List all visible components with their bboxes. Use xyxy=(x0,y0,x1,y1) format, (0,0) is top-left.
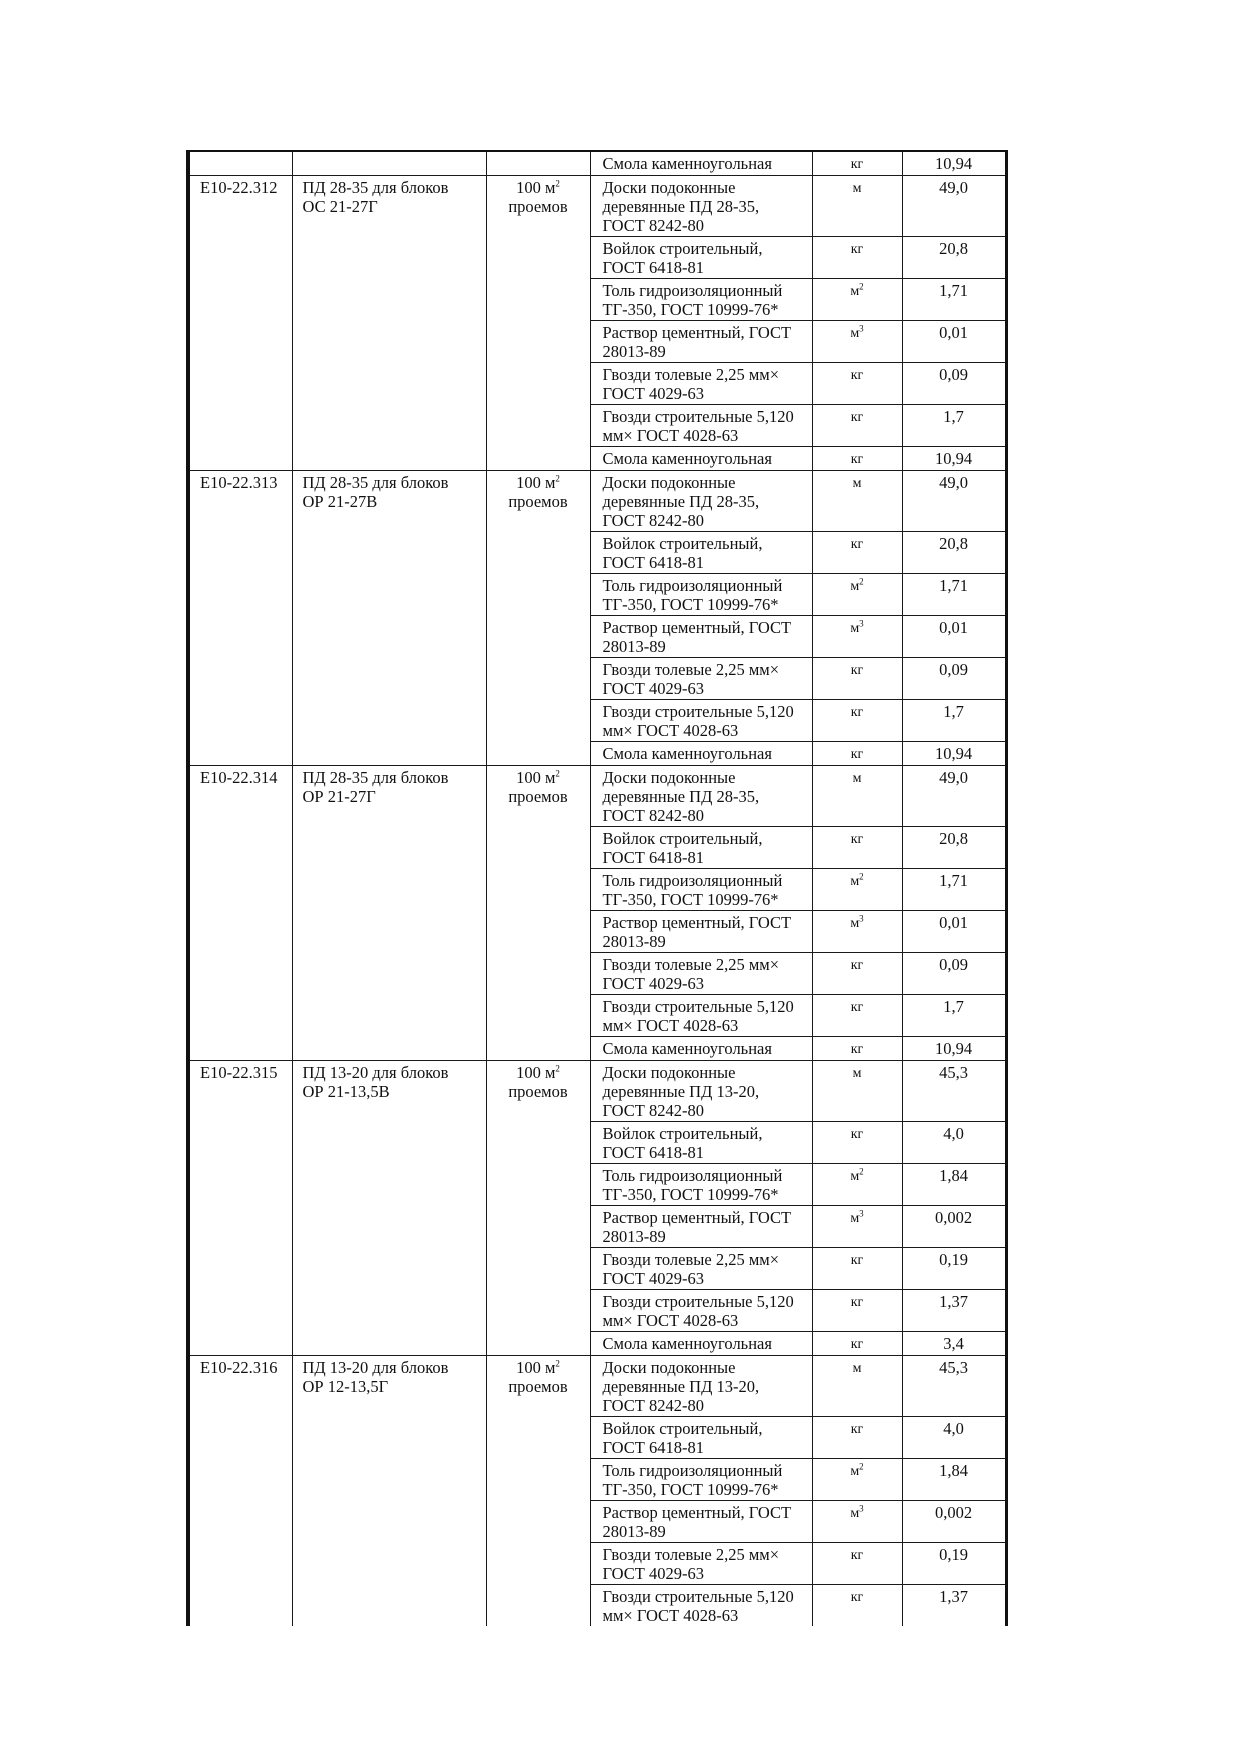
material-cell: Раствор цементный, ГОСТ 28013-89 xyxy=(590,1206,812,1248)
unit-label: м xyxy=(852,181,862,196)
material-cell: Войлок строительный, ГОСТ 6418-81 xyxy=(590,237,812,279)
measure-exponent: 2 xyxy=(555,1358,560,1369)
material-cell: Толь гидроизоляционный ТГ-350, ГОСТ 10999-76* xyxy=(590,279,812,321)
material-cell: Раствор цементный, ГОСТ 28013-89 xyxy=(590,616,812,658)
unit-cell xyxy=(812,405,902,447)
norm-name: ПД 28-35 для блоков ОР 21-27Г xyxy=(292,766,486,1061)
unit-cell xyxy=(812,911,902,953)
quantity-cell: 45,3 xyxy=(902,1061,1006,1122)
table-row xyxy=(188,1061,1006,1122)
unit-cell xyxy=(812,1459,902,1501)
quantity-cell: 1,7 xyxy=(902,995,1006,1037)
material-cell: Гвозди строительные 5,120 мм× ГОСТ 4028-63 xyxy=(590,995,812,1037)
quantity-cell: 1,7 xyxy=(902,405,1006,447)
quantity-cell: 49,0 xyxy=(902,176,1006,237)
unit-exponent: 3 xyxy=(859,618,864,629)
unit-label: м xyxy=(852,771,862,786)
unit-label: м xyxy=(852,1361,862,1376)
unit-cell xyxy=(812,953,902,995)
material-cell: Толь гидроизоляционный ТГ-350, ГОСТ 10999-76* xyxy=(590,1164,812,1206)
unit-exponent: 3 xyxy=(859,913,864,924)
quantity-cell: 0,19 xyxy=(902,1248,1006,1290)
quantity-cell: 1,37 xyxy=(902,1290,1006,1332)
unit-cell xyxy=(812,742,902,766)
unit-exponent: 2 xyxy=(859,281,864,292)
unit-cell xyxy=(812,1061,902,1122)
unit-label: кг xyxy=(850,368,864,383)
material-cell: Гвозди строительные 5,120 мм× ГОСТ 4028-63 xyxy=(590,1585,812,1627)
measure-value: 100 м xyxy=(516,1063,556,1082)
unit-cell xyxy=(812,1332,902,1356)
unit-label: кг xyxy=(850,242,864,257)
material-cell: Смола каменноугольная xyxy=(590,742,812,766)
unit-cell xyxy=(812,447,902,471)
measure-unit: проемов xyxy=(508,787,568,806)
measure-exponent: 2 xyxy=(555,768,560,779)
material-cell: Гвозди строительные 5,120 мм× ГОСТ 4028-63 xyxy=(590,1290,812,1332)
norm-measure xyxy=(486,176,590,471)
unit-cell xyxy=(812,1037,902,1061)
material-cell: Доски подоконные деревянные ПД 13-20, ГОСТ 8242-80 xyxy=(590,1061,812,1122)
unit-label: кг xyxy=(850,1000,864,1015)
norm-code: Е10-22.312 xyxy=(188,176,292,471)
measure-cell-empty xyxy=(486,151,590,176)
unit-cell xyxy=(812,1206,902,1248)
table-row xyxy=(188,1356,1006,1417)
norm-measure xyxy=(486,1061,590,1356)
material-cell: Гвозди толевые 2,25 мм× ГОСТ 4029-63 xyxy=(590,1543,812,1585)
material-cell: Гвозди толевые 2,25 мм× ГОСТ 4029-63 xyxy=(590,953,812,995)
unit-cell xyxy=(812,363,902,405)
unit-label: м xyxy=(852,476,862,491)
measure-unit: проемов xyxy=(508,492,568,511)
quantity-cell: 20,8 xyxy=(902,827,1006,869)
material-cell: Доски подоконные деревянные ПД 28-35, ГОСТ 8242-80 xyxy=(590,471,812,532)
table-body xyxy=(188,151,1006,1626)
unit-cell xyxy=(812,1356,902,1417)
material-cell: Войлок строительный, ГОСТ 6418-81 xyxy=(590,827,812,869)
unit-cell xyxy=(812,1164,902,1206)
quantity-cell: 1,84 xyxy=(902,1459,1006,1501)
material-cell: Гвозди толевые 2,25 мм× ГОСТ 4029-63 xyxy=(590,363,812,405)
material-cell: Войлок строительный, ГОСТ 6418-81 xyxy=(590,532,812,574)
unit-label: кг xyxy=(850,832,864,847)
measure-exponent: 2 xyxy=(555,473,560,484)
unit-cell xyxy=(812,321,902,363)
norm-measure xyxy=(486,471,590,766)
unit-label: кг xyxy=(850,1042,864,1057)
measure-unit: проемов xyxy=(508,197,568,216)
unit-label: м xyxy=(850,874,860,889)
quantity-cell: 10,94 xyxy=(902,742,1006,766)
quantity-cell: 0,01 xyxy=(902,321,1006,363)
quantity-cell: 0,002 xyxy=(902,1206,1006,1248)
unit-cell xyxy=(812,1543,902,1585)
unit-label: кг xyxy=(850,410,864,425)
quantity-cell: 1,71 xyxy=(902,279,1006,321)
unit-cell xyxy=(812,658,902,700)
measure-value: 100 м xyxy=(516,178,556,197)
material-cell: Раствор цементный, ГОСТ 28013-89 xyxy=(590,321,812,363)
unit-label: кг xyxy=(850,1422,864,1437)
quantity-cell: 1,71 xyxy=(902,574,1006,616)
unit-cell xyxy=(812,1122,902,1164)
quantity-cell: 0,01 xyxy=(902,911,1006,953)
material-cell: Гвозди толевые 2,25 мм× ГОСТ 4029-63 xyxy=(590,658,812,700)
unit-cell xyxy=(812,700,902,742)
unit-label: кг xyxy=(850,663,864,678)
table-row xyxy=(188,471,1006,532)
quantity-cell: 10,94 xyxy=(902,1037,1006,1061)
norms-table xyxy=(186,150,1008,1626)
unit-label: м xyxy=(852,1066,862,1081)
material-cell: Смола каменноугольная xyxy=(590,1037,812,1061)
unit-cell xyxy=(812,616,902,658)
quantity-cell: 0,01 xyxy=(902,616,1006,658)
norm-code: Е10-22.316 xyxy=(188,1356,292,1627)
quantity-cell: 0,002 xyxy=(902,1501,1006,1543)
material-cell: Доски подоконные деревянные ПД 28-35, ГОСТ 8242-80 xyxy=(590,176,812,237)
material-cell: Войлок строительный, ГОСТ 6418-81 xyxy=(590,1417,812,1459)
material-cell: Толь гидроизоляционный ТГ-350, ГОСТ 10999-76* xyxy=(590,574,812,616)
unit-cell: кг xyxy=(812,151,902,176)
unit-cell xyxy=(812,1417,902,1459)
quantity-cell: 1,84 xyxy=(902,1164,1006,1206)
unit-label: м xyxy=(850,284,860,299)
norm-measure xyxy=(486,766,590,1061)
quantity-cell: 0,09 xyxy=(902,658,1006,700)
material-cell: Толь гидроизоляционный ТГ-350, ГОСТ 10999-76* xyxy=(590,1459,812,1501)
unit-cell xyxy=(812,237,902,279)
unit-label: кг xyxy=(850,452,864,467)
table-row xyxy=(188,176,1006,237)
table-row xyxy=(188,151,1006,176)
unit-label: м xyxy=(850,326,860,341)
quantity-cell: 0,09 xyxy=(902,363,1006,405)
quantity-cell: 4,0 xyxy=(902,1122,1006,1164)
measure-value: 100 м xyxy=(516,473,556,492)
material-cell: Толь гидроизоляционный ТГ-350, ГОСТ 10999-76* xyxy=(590,869,812,911)
unit-exponent: 2 xyxy=(859,871,864,882)
measure-unit: проемов xyxy=(508,1082,568,1101)
unit-cell xyxy=(812,279,902,321)
material-cell: Гвозди толевые 2,25 мм× ГОСТ 4029-63 xyxy=(590,1248,812,1290)
norm-code: Е10-22.313 xyxy=(188,471,292,766)
unit-label: кг xyxy=(850,537,864,552)
unit-exponent: 3 xyxy=(859,1503,864,1514)
unit-label: кг xyxy=(850,1590,864,1605)
unit-label: кг xyxy=(850,1337,864,1352)
quantity-cell: 0,19 xyxy=(902,1543,1006,1585)
material-cell: Смола каменноугольная xyxy=(590,1332,812,1356)
quantity-cell: 3,4 xyxy=(902,1332,1006,1356)
unit-cell xyxy=(812,471,902,532)
material-cell: Гвозди строительные 5,120 мм× ГОСТ 4028-63 xyxy=(590,700,812,742)
norm-name: ПД 28-35 для блоков ОР 21-27В xyxy=(292,471,486,766)
unit-label: кг xyxy=(850,1253,864,1268)
quantity-cell: 45,3 xyxy=(902,1356,1006,1417)
unit-cell xyxy=(812,995,902,1037)
unit-label: м xyxy=(850,1169,860,1184)
unit-exponent: 2 xyxy=(859,1166,864,1177)
quantity-cell: 4,0 xyxy=(902,1417,1006,1459)
unit-label: кг xyxy=(850,1295,864,1310)
quantity-cell: 20,8 xyxy=(902,532,1006,574)
code-cell-empty xyxy=(188,151,292,176)
unit-cell xyxy=(812,1501,902,1543)
quantity-cell: 10,94 xyxy=(902,151,1006,176)
unit-label: м xyxy=(850,621,860,636)
unit-exponent: 2 xyxy=(859,576,864,587)
unit-cell xyxy=(812,766,902,827)
unit-label: м xyxy=(850,916,860,931)
unit-cell xyxy=(812,827,902,869)
table-row xyxy=(188,766,1006,827)
measure-value: 100 м xyxy=(516,768,556,787)
norm-name: ПД 13-20 для блоков ОР 21-13,5В xyxy=(292,1061,486,1356)
unit-label: м xyxy=(850,1211,860,1226)
unit-cell xyxy=(812,1290,902,1332)
unit-exponent: 3 xyxy=(859,323,864,334)
unit-label: м xyxy=(850,579,860,594)
unit-label: м xyxy=(850,1506,860,1521)
material-cell: Раствор цементный, ГОСТ 28013-89 xyxy=(590,1501,812,1543)
material-cell: Смола каменноугольная xyxy=(590,447,812,471)
material-cell: Раствор цементный, ГОСТ 28013-89 xyxy=(590,911,812,953)
unit-cell xyxy=(812,532,902,574)
unit-exponent: 3 xyxy=(859,1208,864,1219)
quantity-cell: 1,37 xyxy=(902,1585,1006,1627)
material-cell: Доски подоконные деревянные ПД 13-20, ГОСТ 8242-80 xyxy=(590,1356,812,1417)
quantity-cell: 49,0 xyxy=(902,471,1006,532)
unit-cell xyxy=(812,1248,902,1290)
quantity-cell: 20,8 xyxy=(902,237,1006,279)
unit-label: кг xyxy=(850,1548,864,1563)
unit-cell xyxy=(812,869,902,911)
unit-label: кг xyxy=(850,747,864,762)
material-cell: Войлок строительный, ГОСТ 6418-81 xyxy=(590,1122,812,1164)
norm-code: Е10-22.315 xyxy=(188,1061,292,1356)
name-cell-empty xyxy=(292,151,486,176)
norm-measure xyxy=(486,1356,590,1627)
quantity-cell: 0,09 xyxy=(902,953,1006,995)
quantity-cell: 1,7 xyxy=(902,700,1006,742)
quantity-cell: 10,94 xyxy=(902,447,1006,471)
material-cell: Смола каменноугольная xyxy=(590,151,812,176)
quantity-cell: 49,0 xyxy=(902,766,1006,827)
unit-cell xyxy=(812,574,902,616)
unit-label: кг xyxy=(850,958,864,973)
unit-cell xyxy=(812,1585,902,1627)
norm-name: ПД 13-20 для блоков ОР 12-13,5Г xyxy=(292,1356,486,1627)
unit-label: м xyxy=(850,1464,860,1479)
measure-unit: проемов xyxy=(508,1377,568,1396)
unit-label: кг xyxy=(850,705,864,720)
material-cell: Гвозди строительные 5,120 мм× ГОСТ 4028-63 xyxy=(590,405,812,447)
material-cell: Доски подоконные деревянные ПД 28-35, ГОСТ 8242-80 xyxy=(590,766,812,827)
norm-name: ПД 28-35 для блоков ОС 21-27Г xyxy=(292,176,486,471)
unit-label: кг xyxy=(850,1127,864,1142)
unit-cell xyxy=(812,176,902,237)
measure-exponent: 2 xyxy=(555,178,560,189)
norm-code: Е10-22.314 xyxy=(188,766,292,1061)
measure-exponent: 2 xyxy=(555,1063,560,1074)
quantity-cell: 1,71 xyxy=(902,869,1006,911)
unit-exponent: 2 xyxy=(859,1461,864,1472)
measure-value: 100 м xyxy=(516,1358,556,1377)
